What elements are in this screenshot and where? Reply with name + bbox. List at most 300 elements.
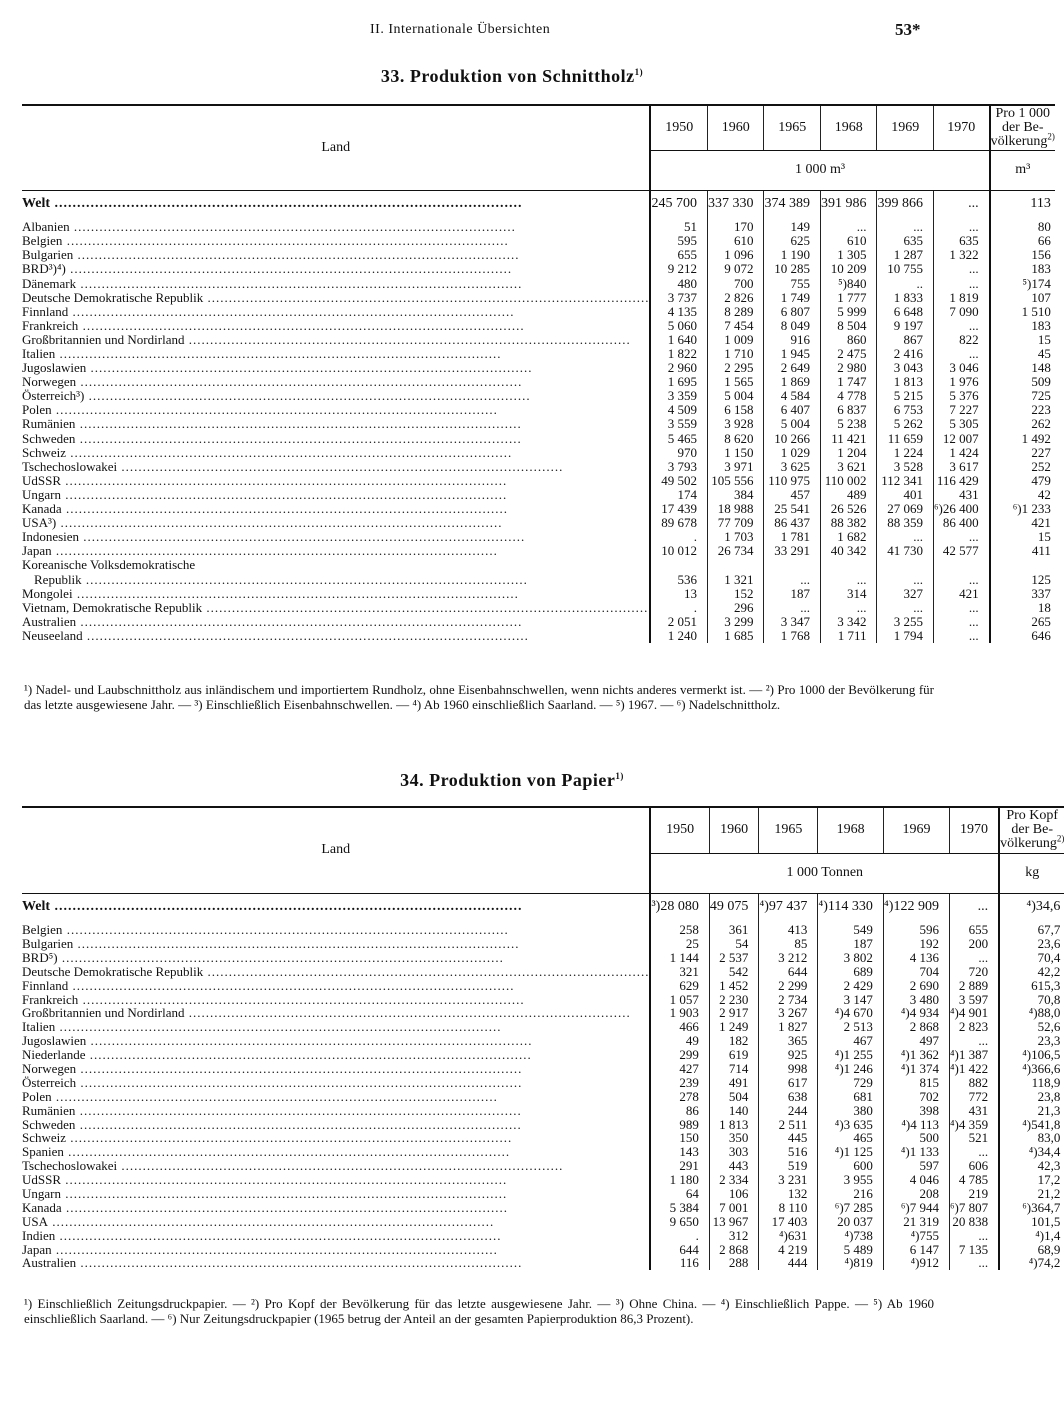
value-cell: 1 150 xyxy=(707,446,764,460)
value-cell: ... xyxy=(949,1145,999,1159)
per-capita-cell: ⁶)1 233 xyxy=(990,502,1055,516)
value-cell: .. xyxy=(877,276,934,290)
value-cell: 4 219 xyxy=(759,1242,818,1256)
table-row xyxy=(22,347,1055,361)
value-cell: 2 299 xyxy=(759,979,818,993)
value-cell: 421 xyxy=(933,586,989,600)
value-cell: 619 xyxy=(709,1048,759,1062)
table-row xyxy=(22,1117,1064,1131)
country-label: Bulgarien ..... xyxy=(22,937,649,951)
value-cell: ⁴)1 362 xyxy=(883,1048,949,1062)
value-cell: ⁴)1 387 xyxy=(949,1048,999,1062)
value-cell: 1 224 xyxy=(877,446,934,460)
value-cell: 689 xyxy=(818,965,884,979)
per-capita-cell: 509 xyxy=(990,375,1055,389)
value-cell: 700 xyxy=(707,276,764,290)
country-label: Dänemark ..... xyxy=(22,277,649,291)
value-cell: 5 305 xyxy=(933,417,989,431)
table-row xyxy=(22,1201,1064,1215)
per-capita-cell: ⁴)541,8 xyxy=(999,1117,1064,1131)
per-capita-cell: 113 xyxy=(990,190,1055,220)
table-row xyxy=(22,965,1064,979)
value-cell: 466 xyxy=(650,1020,709,1034)
value-cell: 3 046 xyxy=(933,361,989,375)
country-cell xyxy=(22,1256,650,1270)
value-cell: 49 075 xyxy=(709,893,759,923)
country-label: Kanada ..... xyxy=(22,1201,649,1215)
value-cell: 4 135 xyxy=(650,305,707,319)
value-cell: 606 xyxy=(949,1159,999,1173)
value-cell: ... xyxy=(764,572,821,586)
value-cell: 3 793 xyxy=(650,460,707,474)
country-cell xyxy=(22,1062,650,1076)
value-cell: 3 359 xyxy=(650,389,707,403)
country-label: Finnland ..... xyxy=(22,305,649,319)
per-capita-cell: 15 xyxy=(990,530,1055,544)
year-header: 1968 xyxy=(818,807,884,853)
value-cell: 9 197 xyxy=(877,319,934,333)
per-capita-cell: ⁴)1,4 xyxy=(999,1229,1064,1243)
country-cell xyxy=(22,276,650,290)
value-cell: ... xyxy=(877,220,934,234)
value-cell: ⁴)4 901 xyxy=(949,1006,999,1020)
table-row xyxy=(22,615,1055,629)
value-cell: 17 403 xyxy=(759,1215,818,1229)
value-cell: ... xyxy=(820,572,877,586)
table-33-footnote: ¹) Nadel- und Laubschnittholz aus inländischem und importiertem Rundholz, ohne Eisenbahnschwellen, wenn nichts anderes vermerkt ist. — ²) Pro 1000 der Bevölkerung für das letzte ausgewiesene Jahr. — ³) Einschließlich Eisenbahnschwellen. — ⁴) Ab 1960 einschließlich Saarland. — ⁵) 1967. — ⁶) Nadelschnittholz. xyxy=(24,682,934,712)
country-cell xyxy=(22,1242,650,1256)
value-cell: 1 777 xyxy=(820,290,877,304)
value-cell: ⁴)1 374 xyxy=(883,1062,949,1076)
table-row xyxy=(22,544,1055,558)
value-cell: 504 xyxy=(709,1090,759,1104)
country-label: Polen ..... xyxy=(22,1090,649,1104)
value-cell: ... xyxy=(933,530,989,544)
value-cell: 916 xyxy=(764,333,821,347)
country-label: Indonesien ..... xyxy=(22,530,649,544)
value-cell: 3 212 xyxy=(759,951,818,965)
value-cell: 86 xyxy=(650,1104,709,1118)
value-cell: 7 227 xyxy=(933,403,989,417)
value-cell: 258 xyxy=(650,923,709,937)
value-cell: 321 xyxy=(650,965,709,979)
value-cell: 6 837 xyxy=(820,403,877,417)
country-cell xyxy=(22,1145,650,1159)
value-cell: 6 648 xyxy=(877,305,934,319)
table-row xyxy=(22,1256,1064,1270)
value-cell: 3 802 xyxy=(818,951,884,965)
table-34-title: 34. Produktion von Papier$^{1)}$ xyxy=(400,770,624,790)
value-cell: 1 249 xyxy=(709,1020,759,1034)
country-label: Indien ..... xyxy=(22,1229,649,1243)
value-cell: ... xyxy=(933,615,989,629)
country-label: Großbritannien und Nordirland ..... xyxy=(22,333,649,347)
value-cell: 704 xyxy=(883,965,949,979)
table-row xyxy=(22,1104,1064,1118)
value-cell: 536 xyxy=(650,572,707,586)
value-cell: 110 975 xyxy=(764,474,821,488)
year-header: 1970 xyxy=(933,105,989,150)
value-cell: 7 001 xyxy=(709,1201,759,1215)
table-row xyxy=(22,1090,1064,1104)
table-row xyxy=(22,290,1055,304)
country-cell xyxy=(22,1076,650,1090)
value-cell: 182 xyxy=(709,1034,759,1048)
value-cell: ... xyxy=(933,572,989,586)
per-capita-cell: 23,8 xyxy=(999,1090,1064,1104)
value-cell: 49 502 xyxy=(650,474,707,488)
table-row xyxy=(22,530,1055,544)
value-cell: 299 xyxy=(650,1048,709,1062)
country-label: Jugoslawien ..... xyxy=(22,1034,649,1048)
per-capita-cell: 615,3 xyxy=(999,979,1064,993)
value-cell: 4 785 xyxy=(949,1173,999,1187)
value-cell: ⁵)840 xyxy=(820,276,877,290)
value-cell: ⁴)97 437 xyxy=(759,893,818,923)
value-cell: 2 051 xyxy=(650,615,707,629)
value-cell: 655 xyxy=(949,923,999,937)
value-cell: 1 945 xyxy=(764,347,821,361)
value-cell: ⁴)755 xyxy=(883,1229,949,1243)
value-cell: 4 778 xyxy=(820,389,877,403)
country-cell xyxy=(22,1173,650,1187)
value-cell: ⁶)7 944 xyxy=(883,1201,949,1215)
value-cell: ⁴)631 xyxy=(759,1229,818,1243)
value-cell: 88 359 xyxy=(877,516,934,530)
country-label: Koreanische Volksdemokratische xyxy=(22,557,196,573)
per-capita-cell: 1 492 xyxy=(990,431,1055,445)
value-cell: 1 747 xyxy=(820,375,877,389)
value-cell: 5 215 xyxy=(877,389,934,403)
country-label: Albanien ..... xyxy=(22,220,649,234)
value-cell: 3 267 xyxy=(759,1006,818,1020)
per-capita-cell: 45 xyxy=(990,347,1055,361)
country-cell xyxy=(22,333,650,347)
table-row xyxy=(22,220,1055,234)
country-label: USA³) ..... xyxy=(22,516,649,530)
value-cell: 9 072 xyxy=(707,262,764,276)
value-cell: 1 781 xyxy=(764,530,821,544)
country-cell xyxy=(22,319,650,333)
value-cell: 1 711 xyxy=(820,629,877,643)
country-label: BRD⁵) ..... xyxy=(22,951,649,965)
country-cell xyxy=(22,262,650,276)
value-cell: 384 xyxy=(707,488,764,502)
per-capita-cell: 262 xyxy=(990,417,1055,431)
country-label: Welt ..... xyxy=(22,197,649,211)
value-cell: 6 807 xyxy=(764,305,821,319)
country-cell xyxy=(22,234,650,248)
table-row xyxy=(22,305,1055,319)
value-cell: 187 xyxy=(764,586,821,600)
value-cell: 85 xyxy=(759,937,818,951)
per-capita-cell: ⁴)88,0 xyxy=(999,1006,1064,1020)
value-cell: 457 xyxy=(764,488,821,502)
value-cell: ... xyxy=(933,276,989,290)
country-cell xyxy=(22,305,650,319)
country-label: Italien ..... xyxy=(22,1020,649,1034)
value-cell: 1 695 xyxy=(650,375,707,389)
value-cell: ⁴)3 635 xyxy=(818,1117,884,1131)
table-row xyxy=(22,992,1064,1006)
value-cell: 2 513 xyxy=(818,1020,884,1034)
country-label: Italien ..... xyxy=(22,347,649,361)
per-capita-cell xyxy=(990,558,1055,572)
value-cell: 13 xyxy=(650,586,707,600)
value-cell: 3 737 xyxy=(650,290,707,304)
per-capita-cell: 68,9 xyxy=(999,1242,1064,1256)
country-cell xyxy=(22,601,650,615)
value-cell: 12 007 xyxy=(933,431,989,445)
country-cell xyxy=(22,1229,650,1243)
country-cell xyxy=(22,1201,650,1215)
value-cell: 1 144 xyxy=(650,951,709,965)
value-cell: 970 xyxy=(650,446,707,460)
value-cell: 239 xyxy=(650,1076,709,1090)
value-cell: 549 xyxy=(818,923,884,937)
value-cell: 5 238 xyxy=(820,417,877,431)
per-capita-cell: ⁶)364,7 xyxy=(999,1201,1064,1215)
country-label: Belgien ..... xyxy=(22,234,649,248)
value-cell: 1 822 xyxy=(650,347,707,361)
value-cell: ... xyxy=(949,951,999,965)
value-cell: 3 299 xyxy=(707,615,764,629)
value-cell: 1 424 xyxy=(933,446,989,460)
value-cell: 1 322 xyxy=(933,248,989,262)
value-cell: 1 813 xyxy=(709,1117,759,1131)
value-cell: 3 621 xyxy=(820,460,877,474)
country-cell xyxy=(22,1048,650,1062)
value-cell: 1 204 xyxy=(820,446,877,460)
value-cell: 5 999 xyxy=(820,305,877,319)
table-row xyxy=(22,446,1055,460)
value-cell: ... xyxy=(877,530,934,544)
country-label: Norwegen ..... xyxy=(22,1062,649,1076)
per-capita-cell: 125 xyxy=(990,572,1055,586)
value-cell: ... xyxy=(933,220,989,234)
value-cell: 17 439 xyxy=(650,502,707,516)
value-cell: 1 029 xyxy=(764,446,821,460)
country-label: Schweiz ..... xyxy=(22,446,649,460)
country-cell xyxy=(22,979,650,993)
per-capita-cell: 411 xyxy=(990,544,1055,558)
country-cell xyxy=(22,572,650,586)
value-cell: 2 475 xyxy=(820,347,877,361)
value-cell: 25 xyxy=(650,937,709,951)
value-cell: 8 620 xyxy=(707,431,764,445)
value-cell: 5 004 xyxy=(764,417,821,431)
per-capita-cell: 118,9 xyxy=(999,1076,1064,1090)
value-cell: 9 650 xyxy=(650,1215,709,1229)
country-label: Norwegen ..... xyxy=(22,375,649,389)
value-cell: ... xyxy=(877,601,934,615)
per-capita-cell: ⁴)106,5 xyxy=(999,1048,1064,1062)
country-label: Rumänien ..... xyxy=(22,417,649,431)
table-row xyxy=(22,1242,1064,1256)
country-label: Republik ..... xyxy=(34,573,649,587)
unit-header: 1 000 m³ xyxy=(650,150,989,190)
value-cell: 1 903 xyxy=(650,1006,709,1020)
value-cell: 702 xyxy=(883,1090,949,1104)
value-cell: 6 407 xyxy=(764,403,821,417)
value-cell: 5 489 xyxy=(818,1242,884,1256)
value-cell: 867 xyxy=(877,333,934,347)
value-cell: 4 509 xyxy=(650,403,707,417)
value-cell: 1 869 xyxy=(764,375,821,389)
country-cell xyxy=(22,502,650,516)
country-cell xyxy=(22,460,650,474)
country-label: Schweiz ..... xyxy=(22,1131,649,1145)
value-cell: 595 xyxy=(650,234,707,248)
value-cell: 10 755 xyxy=(877,262,934,276)
value-cell: ⁴)122 909 xyxy=(883,893,949,923)
per-capita-cell: ⁴)34,4 xyxy=(999,1145,1064,1159)
value-cell: 925 xyxy=(759,1048,818,1062)
country-label: Deutsche Demokratische Republik ..... xyxy=(22,291,649,305)
page-header xyxy=(0,22,1024,46)
value-cell: 4 046 xyxy=(883,1173,949,1187)
per-capita-cell: ⁴)74,2 xyxy=(999,1256,1064,1270)
land-header: Land xyxy=(22,807,650,893)
per-capita-cell: 479 xyxy=(990,474,1055,488)
country-cell xyxy=(22,544,650,558)
value-cell: 8 110 xyxy=(759,1201,818,1215)
country-label: BRD³)⁴) ..... xyxy=(22,262,649,276)
value-cell: 33 291 xyxy=(764,544,821,558)
value-cell: ... xyxy=(933,190,989,220)
value-cell: 10 285 xyxy=(764,262,821,276)
table-row xyxy=(22,403,1055,417)
value-cell: 1 710 xyxy=(707,347,764,361)
value-cell: 365 xyxy=(759,1034,818,1048)
value-cell: 772 xyxy=(949,1090,999,1104)
year-header: 1968 xyxy=(820,105,877,150)
table-row xyxy=(22,1173,1064,1187)
table-row xyxy=(22,516,1055,530)
country-cell xyxy=(22,893,650,923)
per-capita-cell: 1 510 xyxy=(990,305,1055,319)
value-cell: 822 xyxy=(933,333,989,347)
country-cell xyxy=(22,629,650,643)
table-row xyxy=(22,1076,1064,1090)
value-cell: 1 180 xyxy=(650,1173,709,1187)
country-cell xyxy=(22,190,650,220)
value-cell: ... xyxy=(949,1256,999,1270)
value-cell: 2 649 xyxy=(764,361,821,375)
value-cell: ... xyxy=(764,601,821,615)
table-row xyxy=(22,460,1055,474)
value-cell: 497 xyxy=(883,1034,949,1048)
value-cell: 8 504 xyxy=(820,319,877,333)
country-cell xyxy=(22,1159,650,1173)
country-cell xyxy=(22,248,650,262)
value-cell: 13 967 xyxy=(709,1215,759,1229)
value-cell: 5 376 xyxy=(933,389,989,403)
unit-per-header: kg xyxy=(999,853,1064,893)
value-cell: 1 685 xyxy=(707,629,764,643)
value-cell: 542 xyxy=(709,965,759,979)
value-cell: 2 868 xyxy=(883,1020,949,1034)
per-capita-cell: ⁴)34,6 xyxy=(999,893,1064,923)
country-label: Tschechoslowakei ..... xyxy=(22,460,649,474)
value-cell: 20 037 xyxy=(818,1215,884,1229)
value-cell: 1 096 xyxy=(707,248,764,262)
country-label: Niederlande ..... xyxy=(22,1048,649,1062)
value-cell: ⁴)4 670 xyxy=(818,1006,884,1020)
value-cell: 500 xyxy=(883,1131,949,1145)
value-cell: 1 833 xyxy=(877,290,934,304)
value-cell: 5 004 xyxy=(707,389,764,403)
country-label: USA ..... xyxy=(22,1215,649,1229)
value-cell: ⁴)4 934 xyxy=(883,1006,949,1020)
value-cell: 2 230 xyxy=(709,992,759,1006)
per-capita-cell: 17,2 xyxy=(999,1173,1064,1187)
per-capita-cell: 107 xyxy=(990,290,1055,304)
value-cell: 600 xyxy=(818,1159,884,1173)
unit-header: 1 000 Tonnen xyxy=(650,853,999,893)
value-cell: 3 971 xyxy=(707,460,764,474)
value-cell: 516 xyxy=(759,1145,818,1159)
value-cell: 11 659 xyxy=(877,431,934,445)
value-cell: 4 136 xyxy=(883,951,949,965)
value-cell: 465 xyxy=(818,1131,884,1145)
country-cell xyxy=(22,220,650,234)
value-cell: ... xyxy=(933,601,989,615)
value-cell: 7 454 xyxy=(707,319,764,333)
value-cell: 989 xyxy=(650,1117,709,1131)
year-header: 1960 xyxy=(707,105,764,150)
value-cell: 5 465 xyxy=(650,431,707,445)
value-cell: 2 416 xyxy=(877,347,934,361)
value-cell: ⁶)7 285 xyxy=(818,1201,884,1215)
table-row xyxy=(22,361,1055,375)
value-cell xyxy=(650,558,707,572)
value-cell: 1 009 xyxy=(707,333,764,347)
value-cell: 27 069 xyxy=(877,502,934,516)
country-label: Kanada ..... xyxy=(22,502,649,516)
value-cell: 143 xyxy=(650,1145,709,1159)
country-cell xyxy=(22,965,650,979)
value-cell: 1 565 xyxy=(707,375,764,389)
value-cell: 1 813 xyxy=(877,375,934,389)
value-cell: 21 319 xyxy=(883,1215,949,1229)
value-cell: 41 730 xyxy=(877,544,934,558)
per-capita-cell: 223 xyxy=(990,403,1055,417)
country-label: Vietnam, Demokratische Republik ..... xyxy=(22,601,649,615)
country-cell xyxy=(22,1006,650,1020)
value-cell: ... xyxy=(949,893,999,923)
value-cell: 2 537 xyxy=(709,951,759,965)
country-label: Japan ..... xyxy=(22,1243,649,1257)
value-cell: 5 262 xyxy=(877,417,934,431)
per-capita-cell: 83,0 xyxy=(999,1131,1064,1145)
table-row xyxy=(22,1159,1064,1173)
country-label: Spanien ..... xyxy=(22,1145,649,1159)
country-label: Welt ..... xyxy=(22,900,649,914)
value-cell: 303 xyxy=(709,1145,759,1159)
year-header: 1950 xyxy=(650,807,709,853)
value-cell: 18 988 xyxy=(707,502,764,516)
value-cell: 170 xyxy=(707,220,764,234)
value-cell: 10 209 xyxy=(820,262,877,276)
table-row xyxy=(22,979,1064,993)
value-cell: 149 xyxy=(764,220,821,234)
value-cell: 337 330 xyxy=(707,190,764,220)
value-cell: ... xyxy=(933,319,989,333)
value-cell: 3 955 xyxy=(818,1173,884,1187)
value-cell: ⁴)1 125 xyxy=(818,1145,884,1159)
value-cell: ⁴)912 xyxy=(883,1256,949,1270)
